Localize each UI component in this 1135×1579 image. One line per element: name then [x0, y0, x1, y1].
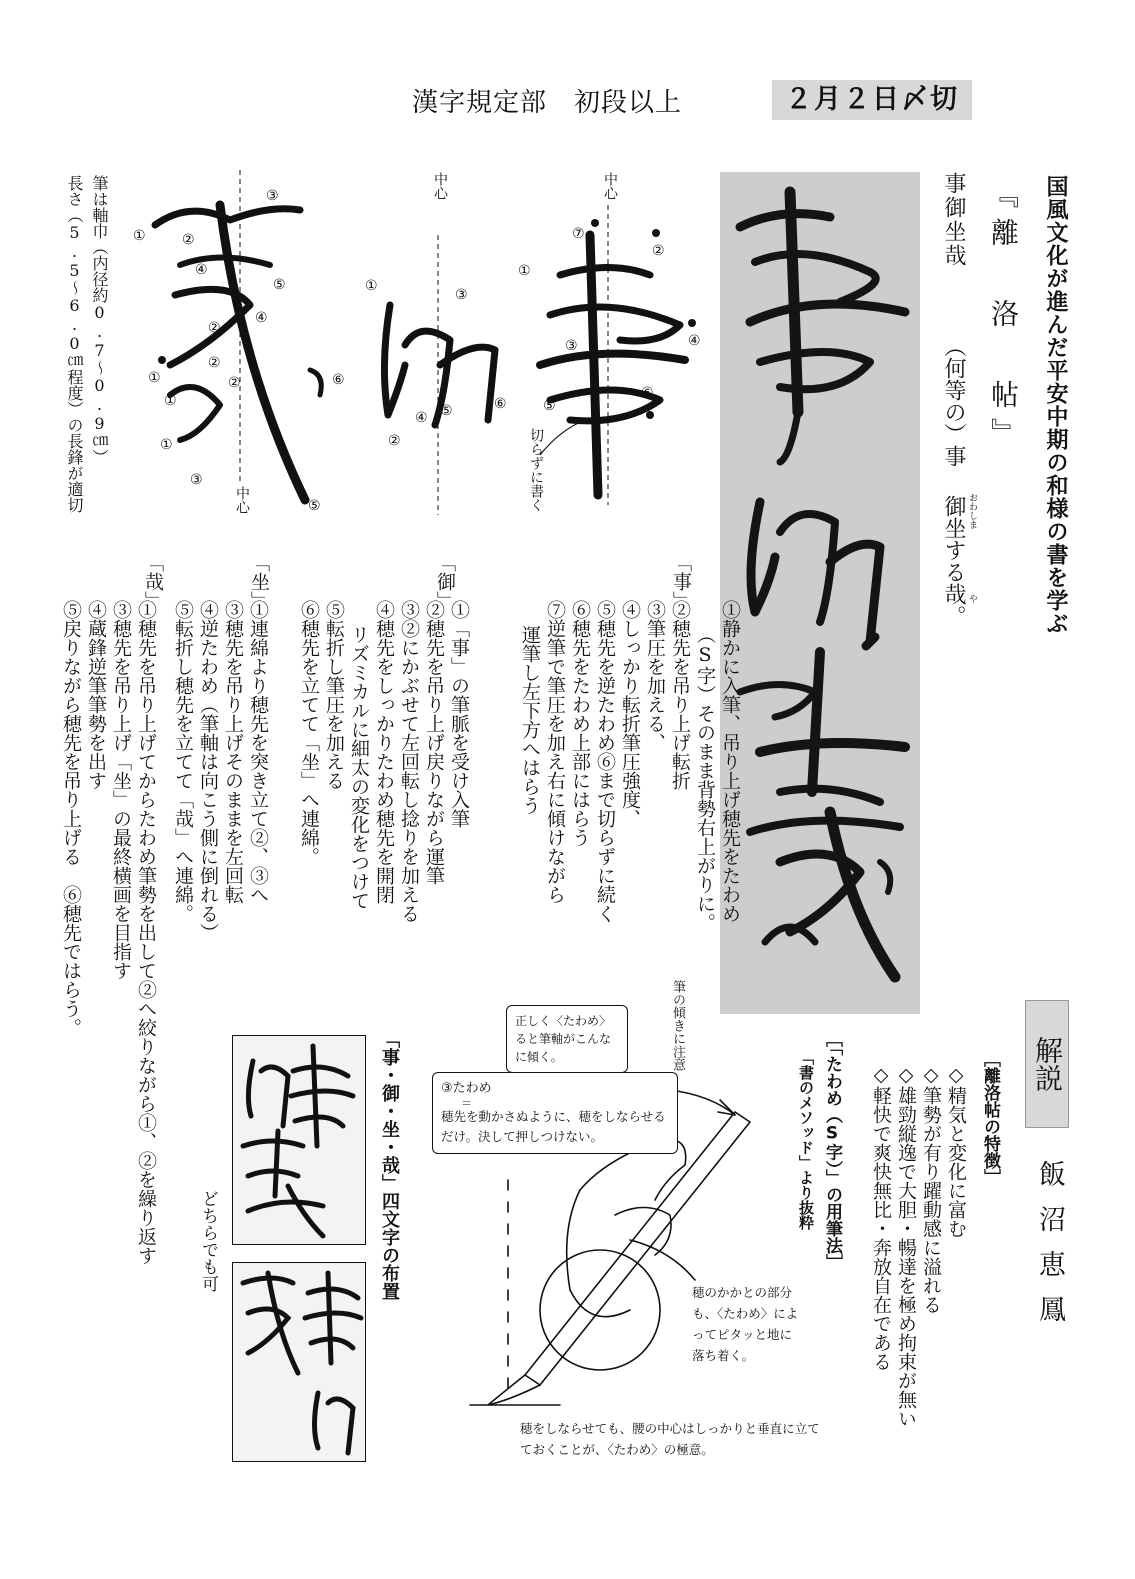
- instr-line: リズミカルに細太の変化をつけて: [348, 625, 370, 910]
- layout-sample-b-image: [233, 1263, 365, 1461]
- instr-line: ①静かに入筆、吊り上げ穂先をたわめ: [719, 600, 741, 923]
- furigana-ya: や: [967, 594, 977, 603]
- model-calligraphy-panel: [720, 172, 920, 1014]
- instr-line: ③穂先を吊り上げそのままを左回転: [222, 600, 244, 904]
- instr-line: ⑤戻りながら穂先を吊り上げる ⑥穂先ではらう。: [60, 600, 82, 1037]
- theme-headline: 国風文化が進んだ平安中期の和様の書を学ぶ: [1043, 175, 1068, 635]
- stroke-num: ⑤: [308, 498, 321, 514]
- instr-line: ②穂先を吊り上げ転折: [669, 600, 691, 790]
- callout-tawame: [432, 1072, 678, 1154]
- theme-reading-b: 御坐する哉。: [941, 495, 966, 627]
- tawame-title: ［「たわめ（S字）」の用筆法］: [822, 1030, 842, 1271]
- no-cut-label: 切らずに書く: [528, 428, 544, 512]
- instr-line: ④逆たわめ（筆軸は向こう側に倒れる）: [197, 600, 219, 942]
- instr-line: ⑤転折し穂先を立てて「哉」へ連綿。: [172, 600, 194, 923]
- commentary-point: ◇精気と変化に富む: [945, 1064, 967, 1238]
- category-label: 漢字規定部 初段以上: [412, 88, 683, 118]
- stroke-num: ③: [565, 338, 578, 354]
- callout-center: 穂をしならせても、腰の中心はしっかりと垂直に立てておくことが、〈たわめ〉の極意。: [520, 1421, 820, 1457]
- instr-line: （S字）そのまま背勢右上がりに。: [694, 625, 716, 932]
- either-ok-label: どちらでも可: [198, 1190, 218, 1292]
- center-label: 中心: [432, 172, 448, 200]
- model-calligraphy-image: [720, 172, 920, 1014]
- commentary-point: ◇筆勢が有り躍動感に溢れる: [920, 1064, 942, 1314]
- brush-note-line2: 長さ（5.5～6.0㎝程度）の長鋒が適切: [65, 175, 84, 513]
- stroke-num: ②: [228, 375, 241, 391]
- stroke-num: ③: [266, 188, 279, 204]
- stroke-num: ⑤: [440, 403, 453, 419]
- layout-sample-a-image: [233, 1036, 365, 1244]
- callout-tawame-text: 穂先を動かさぬように、穂をしならせるだけ。決して押しつけない。: [441, 1109, 666, 1144]
- tilt-note: 筆の傾きに注意: [670, 980, 685, 1071]
- theme-reading-a: （何等の）事: [941, 335, 966, 467]
- stroke-num: ⑥: [494, 396, 507, 412]
- instr-za-body: [170, 600, 270, 1000]
- stroke-num: ③: [190, 472, 203, 488]
- instr-za-heading: 「坐」: [248, 553, 270, 610]
- instr-line: ⑥穂先をたわめ上部にはらう: [569, 600, 591, 847]
- instr-line: ⑦逆筆で筆圧を加え右に傾けながら: [544, 600, 566, 904]
- stroke-num: ①: [148, 370, 161, 386]
- stroke-num: ①: [365, 278, 378, 294]
- author-name: 飯沼恵鳳: [1034, 1160, 1065, 1340]
- instr-ya-heading: 「哉」: [142, 553, 164, 610]
- stroke-num: ①: [518, 263, 531, 279]
- instr-go-heading: 「御」: [434, 553, 456, 610]
- commentary-heading: ［離洛帖の特徴］: [980, 1050, 1000, 1186]
- commentary-point: ◇雄勁縦逸で大胆・暢達を極め拘束が無い: [895, 1064, 917, 1428]
- layout-sample-a: [232, 1035, 366, 1245]
- stroke-num: ②: [182, 232, 195, 248]
- stroke-num: ⑥: [641, 385, 654, 401]
- instr-line: ④しっかり転折筆圧強度、: [619, 600, 641, 828]
- instr-line: ④穂先をしっかりたわめ穂先を開閉: [373, 600, 395, 904]
- tawame-subtitle: 「書のメソッド」より抜粋: [797, 1050, 815, 1230]
- callout-correct: 正しく〈たわめ〉ると筆軸がこんなに傾く。: [506, 1005, 628, 1073]
- center-label: 中心: [234, 486, 250, 514]
- commentary-points: [868, 1064, 968, 1428]
- stroke-num: ④: [195, 262, 208, 278]
- callout-tawame-label: ③たわめ: [441, 1081, 492, 1096]
- layout-section-title: 「事・御・坐・哉」四文字の布置: [379, 1030, 400, 1300]
- stroke-num: ③: [455, 287, 468, 303]
- instr-line: ②穂先を吊り上げ戻りながら運筆: [423, 600, 445, 885]
- instr-line: ④蔵鋒逆筆筆勢を出す: [85, 600, 107, 790]
- instr-line: ⑥穂先を立てて「坐」へ連綿。: [298, 600, 320, 866]
- source-title: 『離 洛 帖』: [987, 180, 1020, 456]
- instr-line: ⑤転折し筆圧を加える: [323, 600, 345, 790]
- instr-ji-heading: 「事」: [670, 553, 692, 610]
- stroke-num: ②: [208, 355, 221, 371]
- commentary-box-label: 解説: [1025, 1000, 1069, 1128]
- center-label: 中心: [602, 172, 618, 200]
- stroke-num: ⑤: [543, 398, 556, 414]
- stroke-num: ④: [688, 333, 701, 349]
- instr-ji-body: [517, 600, 742, 1020]
- callout-heel: 穂のかかとの部分も、〈たわめ〉によってピタッと地に落ち着く。: [692, 1285, 799, 1363]
- theme-text: 事御坐哉: [941, 172, 966, 268]
- stroke-num: ②: [652, 243, 665, 259]
- instr-line: 運筆し左下方へはらう: [519, 625, 541, 815]
- stroke-num: ⑥: [332, 372, 345, 388]
- furigana-owashima: おわしま: [967, 493, 977, 529]
- instr-line: ①穂先を吊り上げてからたわめ筆勢を出して②へ絞りながら①、②を繰り返す: [135, 600, 157, 1265]
- brush-note-line1: 筆は軸巾（内径約0.7～0.9㎝）: [90, 175, 109, 465]
- stroke-num: ①: [133, 228, 146, 244]
- instr-line: ①連綿より穂先を突き立て②、③へ: [247, 600, 269, 904]
- stroke-num: ④: [415, 410, 428, 426]
- stroke-num: ①: [164, 393, 177, 409]
- stroke-num: ②: [208, 320, 221, 336]
- commentary-point: ◇軽快で爽快無比・奔放自在である: [870, 1064, 892, 1371]
- instr-ya-body: [58, 600, 158, 1400]
- instr-line: ③穂先を吊り上げ「坐」の最終横画を目指す: [110, 600, 132, 980]
- stroke-num: ④: [255, 310, 268, 326]
- instr-line: ③②にかぶせて左回転し捻りを加える: [398, 600, 420, 923]
- stroke-num: ⑦: [572, 226, 585, 242]
- instr-go-body: [296, 600, 471, 1000]
- instr-line: ⑤穂先を逆たわめ⑥まで切らずに続く: [594, 600, 616, 923]
- stroke-num: ①: [160, 437, 173, 453]
- instr-line: ①「事」の筆脈を受け入筆: [448, 600, 470, 828]
- stroke-num: ⑤: [273, 277, 286, 293]
- instr-line: ③筆圧を加える、: [644, 600, 666, 752]
- deadline-badge: ２月２日〆切: [772, 80, 972, 120]
- stroke-num: ②: [388, 433, 401, 449]
- layout-sample-b: [232, 1262, 366, 1462]
- callout-tawame-eq: ＝: [461, 1097, 472, 1110]
